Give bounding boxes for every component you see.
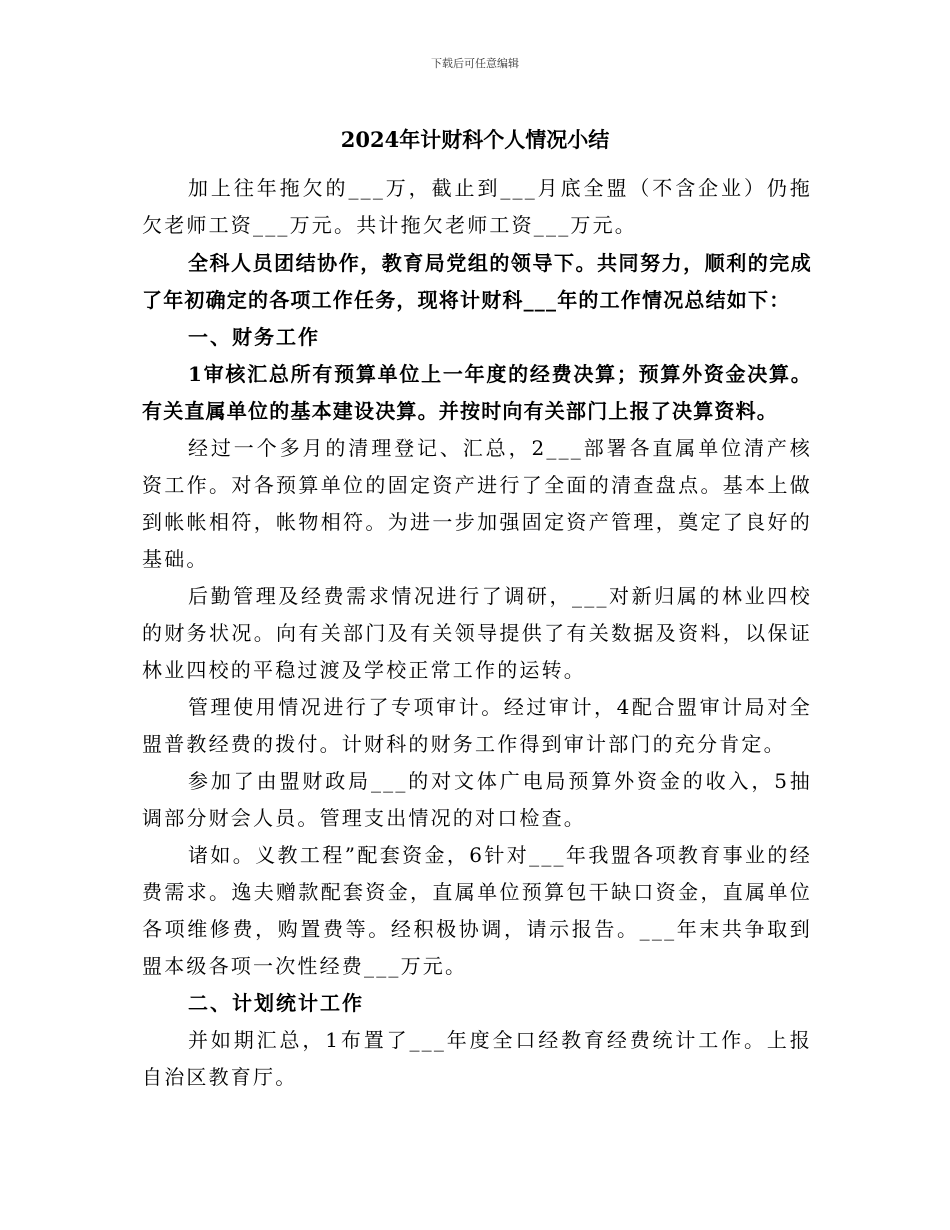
- document-body: [142, 170, 812, 1096]
- paragraph-finance-item-1: 1审核汇总所有预算单位上一年度的经费决算；预算外资金决算。有关直属单位的基本建设决算。并按时向有关部门上报了决算资料。: [142, 362, 812, 423]
- header-note: 下载后可任意编辑: [431, 57, 519, 70]
- paragraph-finance-item-6: 诸如。义教工程”配套资金，6针对___年我盟各项教育事业的经费需求。逸夫赠款配套资金，直属单位预算包干缺口资金，直属单位各项维修费，购置费等。经积极协调，请示报告。___年末共争取到盟本级各项一次性经费___万元。: [142, 843, 812, 978]
- paragraph-arrears: 加上往年拖欠的___万，截止到___月底全盟（不含企业）仍拖欠老师工资___万元。共计拖欠老师工资___万元。: [142, 176, 812, 237]
- paragraph-statistics-item-1: 并如期汇总，1布置了___年度全口经教育经费统计工作。上报自治区教育厅。: [142, 1028, 812, 1089]
- paragraph-finance-item-4: 管理使用情况进行了专项审计。经过审计，4配合盟审计局对全盟普教经费的拨付。计财科的财务工作得到审计部门的充分肯定。: [142, 695, 812, 756]
- paragraph-intro: 全科人员团结协作，教育局党组的领导下。共同努力，顺利的完成了年初确定的各项工作任务，现将计财科___年的工作情况总结如下：: [142, 251, 812, 312]
- paragraph-finance-item-2: 经过一个多月的清理登记、汇总，2___部署各直属单位清产核资工作。对各预算单位的固定资产进行了全面的清查盘点。基本上做到帐帐相符，帐物相符。为进一步加强固定资产管理，奠定了良好的基础。: [142, 436, 812, 571]
- paragraph-finance-item-5: 参加了由盟财政局___的对文体广电局预算外资金的收入，5抽调部分财会人员。管理支出情况的对口检查。: [142, 769, 812, 830]
- paragraph-finance-item-3: 后勤管理及经费需求情况进行了调研，___对新归属的林业四校的财务状况。向有关部门及有关领导提供了有关数据及资料，以保证林业四校的平稳过渡及学校正常工作的运转。: [142, 584, 812, 682]
- document-title: 2024年计财科个人情况小结: [340, 127, 610, 152]
- section-heading-statistics: 二、计划统计工作: [188, 991, 364, 1015]
- section-heading-finance: 一、财务工作: [188, 325, 320, 349]
